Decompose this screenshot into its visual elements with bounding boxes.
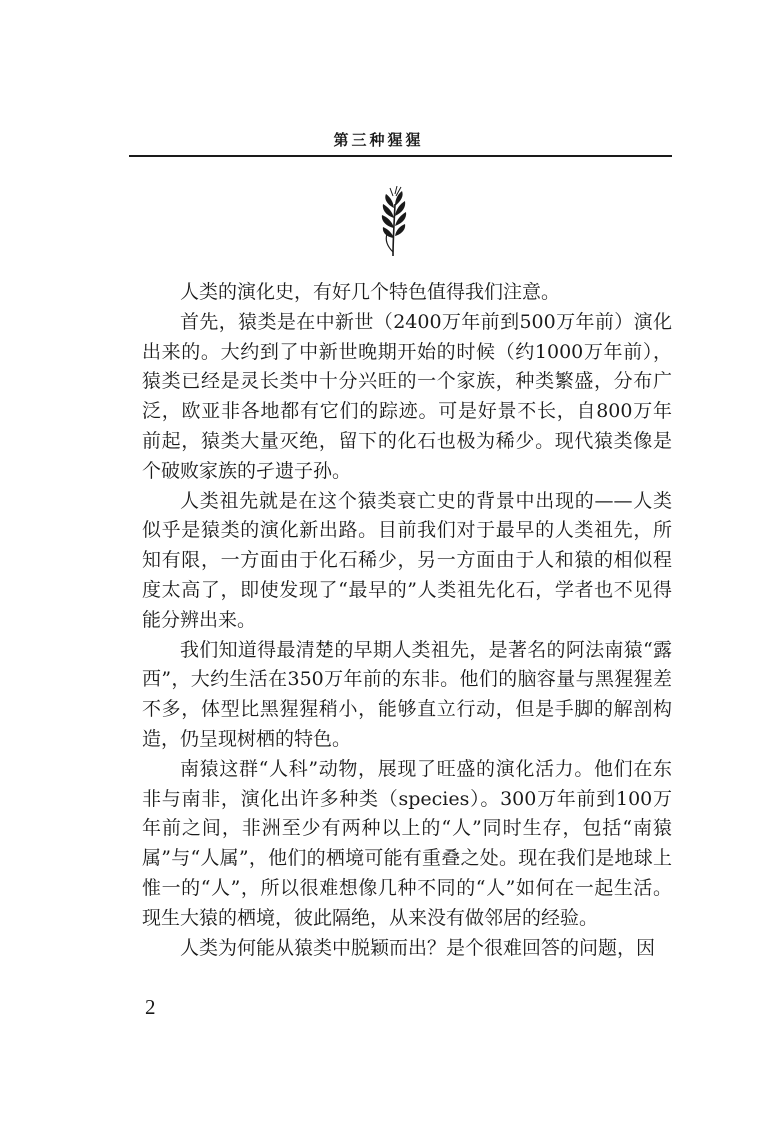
- paragraph: 我们知道得最清楚的早期人类祖先，是著名的阿法南猿“露西”，大约生活在350万年前的东非。他们的脑容量与黑猩猩差不多，体型比黑猩猩稍小，能够直立行动，但是手脚的解剖构造，仍呈现树栖的特色。: [142, 638, 672, 750]
- paragraph: 首先，猿类是在中新世（2400万年前到500万年前）演化出来的。大约到了中新世晚期开始的时候（约1000万年前），猿类已经是灵长类中十分兴旺的一个家族，种类繁盛，分布广泛，欧亚非各地都有它们的踪迹。可是好景不长，自800万年前起，猿类大量灭绝，留下的化石也极为稀少。现代猿类像是个破败家族的孑遗子孙。: [142, 310, 672, 482]
- page-number: 2: [145, 995, 156, 1019]
- wheat-ear-icon: [373, 186, 413, 258]
- paragraph: 人类为何能从猿类中脱颖而出？是个很难回答的问题，因: [180, 936, 656, 959]
- paragraph: 南猿这群“人科”动物，展现了旺盛的演化活力。他们在东非与南非，演化出许多种类（species）。300万年前到100万年前之间，非洲至少有两种以上的“人”同时生存，包括“南猿属”与“人属”，他们的栖境可能有重叠之处。现在我们是地球上惟一的“人”，所以很难想像几种不同的“人”如何在一起生活。现生大猿的栖境，彼此隔绝，从来没有做邻居的经验。: [142, 757, 672, 929]
- body-text: [142, 278, 672, 963]
- paragraph: 人类的演化史，有好几个特色值得我们注意。: [180, 281, 561, 303]
- running-header: 第三种猩猩: [333, 131, 424, 149]
- header-rule: [129, 155, 672, 157]
- paragraph: 人类祖先就是在这个猿类衰亡史的背景中出现的——人类似乎是猿类的演化新出路。目前我们对于最早的人类祖先，所知有限，一方面由于化石稀少，另一方面由于人和猿的相似程度太高了，即使发现了“最早的”人类祖先化石，学者也不见得能分辨出来。: [142, 489, 672, 631]
